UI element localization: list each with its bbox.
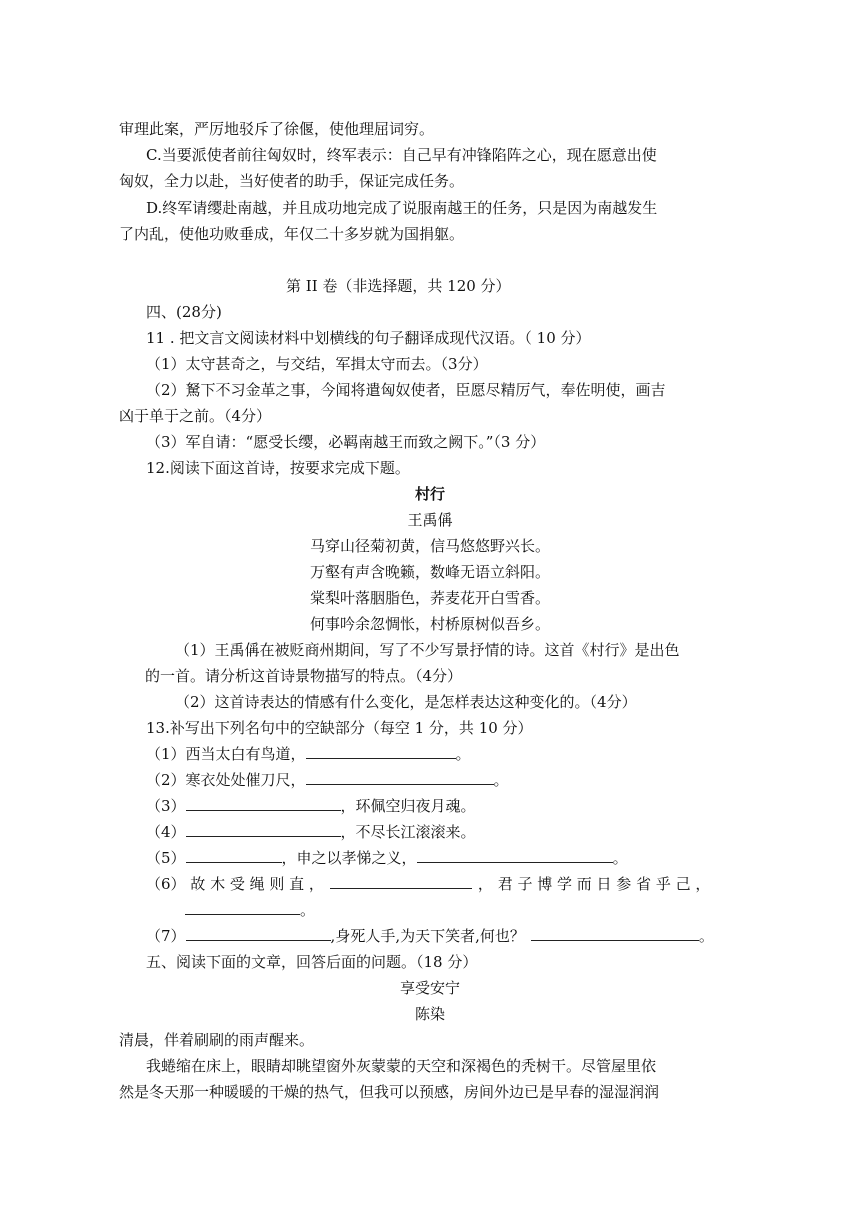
part-two-heading: 第 II 卷（非选择题，共 120 分）	[286, 277, 511, 295]
essay-title: 享受安宁	[399, 979, 460, 997]
section-four-heading: 四、(28分)	[146, 303, 222, 321]
question-11-2-line-2: 凶于单于之前。（4分）	[119, 407, 272, 425]
answer-blank[interactable]	[186, 848, 282, 863]
question-11-2-line-1: （2）駑下不习金革之事，今闻将遣匈奴使者，臣愿尽精厉气，奉佐明使，画吉	[146, 381, 666, 399]
blank-suffix: 。	[698, 927, 714, 945]
poem-line: 马穿山径菊初黄，信马悠悠野兴长。	[309, 537, 550, 555]
blank-line-7	[146, 926, 714, 946]
essay-paragraph-2-line-2: 然是冬天那一种暖暖的干燥的热气，但我可以预感，房间外边已是早春的湿湿润润	[119, 1083, 660, 1101]
question-12: 12.阅读下面这首诗，按要求完成下题。	[146, 459, 410, 477]
text-line: 审理此案，严厉地驳斥了徐偃，使他理屈词穷。	[119, 120, 435, 138]
blank-suffix: ， 君 子 博 学 而 日 参 省 乎 己 ，	[477, 875, 711, 893]
question-12-1-line-2: 的一首。请分析这首诗景物描写的特点。（4分）	[145, 667, 463, 685]
question-12-2: （2）这首诗表达的情感有什么变化，是怎样表达这种变化的。（4分）	[175, 693, 637, 711]
blank-suffix: 。	[493, 771, 509, 789]
poem-author: 王禹偁	[407, 511, 453, 529]
blank-suffix: ，环佩空归夜月魂。	[340, 797, 476, 815]
answer-blank[interactable]	[186, 822, 341, 837]
blank-line-1	[146, 744, 471, 764]
blank-prefix: （1）西当太白有鸟道，	[146, 745, 306, 763]
blank-line-6-continued	[185, 900, 315, 920]
answer-blank[interactable]	[186, 926, 331, 941]
answer-blank[interactable]	[531, 926, 699, 941]
blank-prefix: （2）寒衣处处催刀尺，	[146, 771, 306, 789]
poem-line: 何事吟余忽惆怅，村桥原树似吾乡。	[309, 615, 550, 633]
essay-author: 陈染	[414, 1005, 445, 1023]
answer-blank[interactable]	[306, 770, 494, 785]
blank-line-6	[146, 874, 710, 894]
answer-blank[interactable]	[417, 848, 613, 863]
blank-line-4	[146, 822, 476, 842]
option-d-line-2: 了内乱，使他功败垂成，年仅二十多岁就为国捐躯。	[119, 225, 465, 243]
option-c-line-2: 匈奴，全力以赴，当好使者的助手，保证完成任务。	[119, 172, 465, 190]
blank-prefix: （6） 故 木 受 绳 则 直 ，	[146, 875, 324, 893]
blank-suffix: ，不尽长江滚滚来。	[340, 823, 476, 841]
blank-suffix: 。	[612, 849, 628, 867]
question-12-1-line-1: （1）王禹偁在被贬商州期间，写了不少写景抒情的诗。这首《村行》是出色	[175, 641, 680, 659]
blank-prefix: （4）	[146, 823, 186, 841]
answer-blank[interactable]	[330, 874, 472, 889]
question-11-3: （3）军自请：“愿受长缨，必羁南越王而致之阙下。”（3 分）	[146, 433, 546, 451]
question-11: 11 . 把文言文阅读材料中划横线的句子翻译成现代汉语。（ 10 分）	[146, 329, 591, 347]
blank-prefix: （7）	[146, 927, 186, 945]
option-d-line-1: D.终军请缨赴南越，并且成功地完成了说服南越王的任务，只是因为南越发生	[146, 199, 658, 217]
blank-prefix: （5）	[146, 849, 186, 867]
blank-line-5	[146, 848, 628, 868]
blank-line-3	[146, 796, 476, 816]
blank-prefix: （3）	[146, 797, 186, 815]
blank-suffix: 。	[300, 901, 316, 919]
option-c-line-1: C.当要派使者前往匈奴时，终军表示：自己早有冲锋陷阵之心，现在愿意出使	[146, 146, 657, 164]
answer-blank[interactable]	[306, 744, 456, 759]
poem-title: 村行	[414, 485, 445, 503]
blank-middle: ,身死人手,为天下笑者,何也？	[330, 927, 525, 945]
question-13: 13.补写出下列名句中的空缺部分（每空 1 分，共 10 分）	[146, 719, 533, 737]
poem-line: 万壑有声含晚籁，数峰无语立斜阳。	[309, 563, 550, 581]
question-11-1: （1）太守甚奇之，与交结，军揖太守而去。（3分）	[146, 355, 488, 373]
blank-middle: ，申之以孝悌之义，	[281, 849, 417, 867]
essay-paragraph-2-line-1: 我蜷缩在床上，眼睛却眺望窗外灰蒙蒙的天空和深褐色的秃树干。尽管屋里依	[146, 1057, 657, 1075]
answer-blank[interactable]	[185, 900, 300, 915]
blank-line-2	[146, 770, 509, 790]
section-five-heading: 五、阅读下面的文章，回答后面的问题。（18 分）	[146, 953, 478, 971]
answer-blank[interactable]	[186, 796, 341, 811]
poem-line: 棠梨叶落胭脂色，荞麦花开白雪香。	[309, 589, 550, 607]
blank-suffix: 。	[455, 745, 471, 763]
essay-paragraph-1: 清晨，伴着刷刷的雨声醒来。	[119, 1031, 315, 1049]
